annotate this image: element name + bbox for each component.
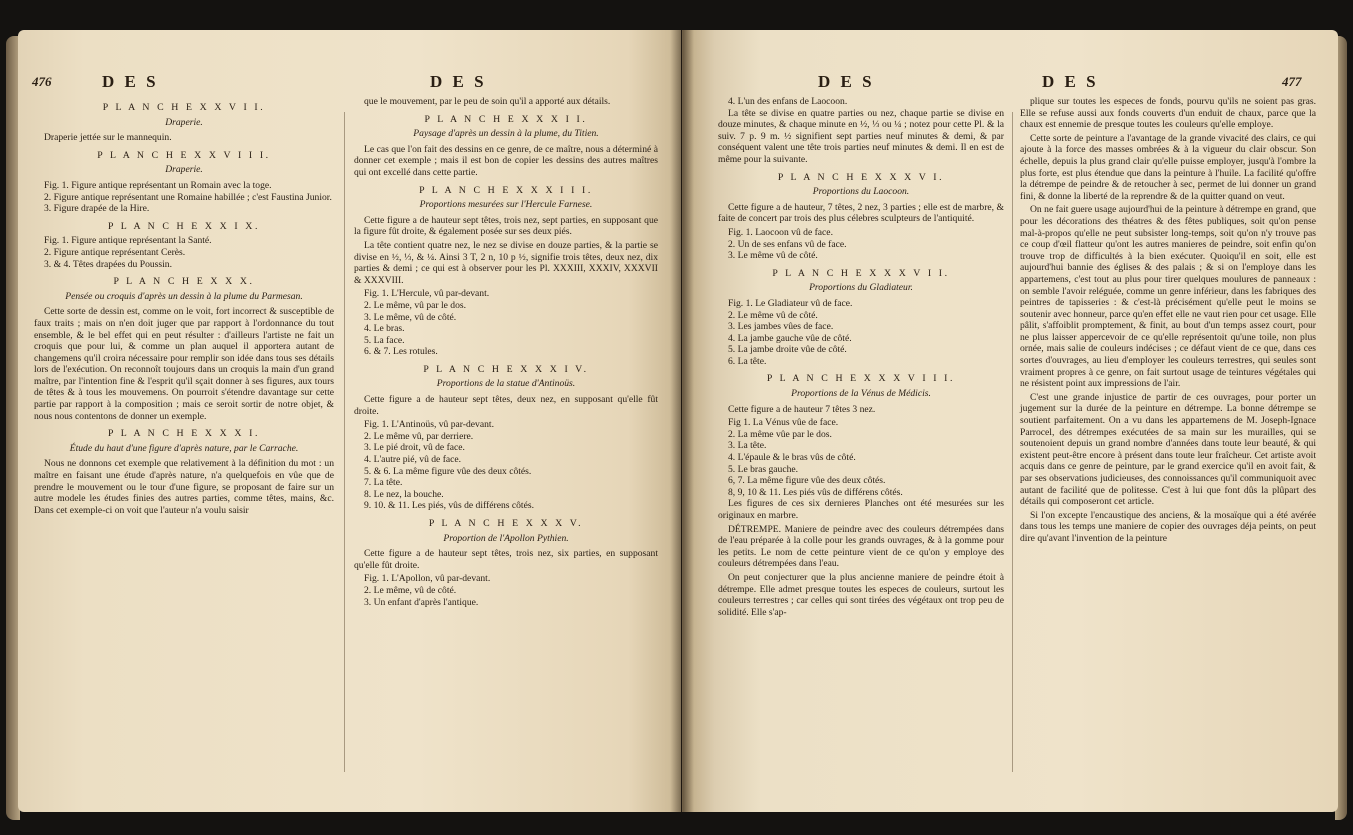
running-head: D E S [430, 72, 487, 91]
paragraph: Cette figure a de hauteur sept têtes, deux nez, en supposant qu'elle fût droite. [354, 394, 658, 417]
figure-entry: 8. Le nez, la bouche. [364, 488, 444, 500]
plate-subtitle: Draperie. [165, 164, 203, 176]
figure-entry: Fig. 1. L'Hercule, vû par-devant. [364, 288, 490, 300]
plate-subtitle: Pensée ou croquis d'après un dessin à la plume du Parmesan. [65, 290, 303, 302]
figure-entry: 7. La tête. [364, 477, 403, 489]
figure-entry: Fig. 1. Le Gladiateur vû de face. [728, 297, 853, 309]
figure-entry: 4. Le bras. [364, 323, 405, 335]
running-head: D E S [1042, 72, 1099, 91]
paragraph: que le mouvement, par le peu de soin qu'il a apporté aux détails. [364, 96, 611, 107]
figure-entry: Fig. 1. L'Antinoüs, vû par-devant. [364, 419, 494, 431]
plate-subtitle: Proportions mesurées sur l'Hercule Farnese. [419, 199, 593, 211]
plate-heading: P L A N C H E X X V I I I. [97, 149, 271, 161]
text-column [1020, 96, 1316, 547]
paragraph: C'est une grande injustice de partir de ces ouvrages, pour porter un jugement sur la durée de la peinture en détrempe. La bonne détrempe se soutient parfaitement. On a vu dans les appartemens de M. Joseph-Ignace Parrocel, des détrempes exécutées de sa main sur les murailles, qui se soutenoient depuis un grand nombre d'années dans toute leur beauté, & qui existent peut-être encore à présent dans toute leur fraîcheur. Cet artiste avoit acquis dans ce genre de peinture, par le grand exercice qu'il en avoit fait, & par ses observations judicieuses, des connoissances qu'il communiquoit avec autant de facilité que de politesse. C'est à lui que font dûs la plûpart des détails qui composeront cet article. [1020, 391, 1316, 508]
paragraph: Draperie jettée sur le mannequin. [44, 132, 172, 144]
figure-entry: 4. L'autre pié, vû de face. [364, 454, 462, 466]
plate-subtitle: Proportions du Gladiateur. [809, 282, 913, 294]
paragraph: plique sur toutes les especes de fonds, pourvu qu'ils ne soient pas gras. Elle se refuse aussi aux fonds couverts d'un enduit de chaux, parce que la chaux est ennemie de presque toutes les couleurs qu'elle employe. [1020, 96, 1316, 131]
plate-heading: P L A N C H E X X I X. [108, 220, 260, 232]
figure-entry: 4. L'épaule & le bras vûs de côté. [728, 452, 856, 464]
paragraph: Cette figure a de hauteur, 7 têtes, 2 nez, 3 parties ; elle est de marbre, & faite de concert par trois des plus célebres sculpteurs de l'antiquité. [718, 201, 1004, 225]
plate-subtitle: Paysage d'après un dessin à la plume, du Titien. [413, 128, 599, 140]
running-head: D E S [102, 72, 159, 91]
figure-entry: 2. Le même, vû par le dos. [364, 299, 467, 311]
text-column [718, 96, 1004, 620]
figure-entry: 2. La même vûe par le dos. [728, 428, 832, 440]
figure-entry: 3. & 4. Têtes drapées du Poussin. [44, 258, 172, 270]
plate-heading: P L A N C H E X X X I V. [423, 363, 589, 375]
plate-subtitle: Proportions de la statue d'Antinoüs. [436, 378, 576, 390]
paragraph: On ne fait guere usage aujourd'hui de la peinture à détrempe en grand, que pour les décorations des théatres & des fêtes publiques, soit qu'on pense mal-à-propos qu'elle ne peut subsister long-temps, soit qu'on n'y trouve pas ce coup d'œil flatteur qu'ont les autres manieres de peindre, soit enfin qu'on trouve trop de difficultés à la bien exécuter. Quoiqu'il en soit, elle est aujourd'hui bannie des églises & des palais ; & si on l'employe dans les appartemens, c'est tout au plus pour tirer quelques moulures de panneaux : on semble l'avoir reléguée, comme un genre inférieur, dans les fabriques des peintres de tapisseries : & c'est-là précisément qu'elle peut le moins se soutenir avec honneur, parce qu'en effet elle ne vaut rien pour cet usage. Elle pâlit, s'affoiblit promptement, & finit, au bout d'un temps assez court, pour ne plus laisser appercevoir de ce qu'elle représentoit qu'une toile, non plus ornée, mais salie de couleurs indécises ; ce défaut vient de ce que, dans ces sortes d'ouvrages, au lieu d'employer les couleurs terrestres, qui seules sont vraiment propres à ce genre, on fait surtout usage de teintures végétales qui ne résistent point aux impressions de l'air. [1020, 204, 1316, 390]
paragraph: Si l'on excepte l'encaustique des anciens, & la mosaïque qui a été avérée dans tous les temps une maniere de copier des ouvrages déja peints, on peut dire qu'avant l'invention de la peinture [1020, 509, 1316, 544]
running-head: D E S [818, 72, 875, 91]
book-gutter [670, 30, 694, 812]
paragraph: On peut conjecturer que la plus ancienne maniere de peindre étoit à détrempe. Elle admet presque toutes les especes de couleurs, surtout les couleurs terrestres ; car celles qui sont tirées des végétaux ont trop peu de solidité. Elle s'ap- [718, 571, 1004, 618]
figure-entry: 2. Figure antique représentant une Romaine habillée ; c'est Faustina Junior. [44, 191, 332, 203]
figure-entry: 4. L'un des enfans de Laocoon. [728, 96, 848, 107]
paragraph: La tête se divise en quatre parties ou nez, chaque partie se divise en douze minutes, & chaque minute en ½, ⅓ ou ¼ ; notez pour cette Pl. & la suiv. 7 p. 9 m. ½ signifient sept parties neuf minutes & demi, & par conséquent valent une tête trois parties neuf minutes & demi. Il en est de même pour la suivante. [718, 107, 1004, 165]
plate-subtitle: Étude du haut d'une figure d'après nature, par le Carrache. [69, 442, 299, 454]
paragraph: Cette sorte de peinture a l'avantage de la grande vivacité des clairs, ce qui ajoute à la force des masses ombrées & à la vigueur du clair obscur. Son échelle, depuis la plus grand clair qu'elle puisse employer, jusqu'à l'ombre la plus forte, est plus étendue que dans la peinture à l'huile. La facilité qu'offre la détrempe de peindre & de retoucher à sec, permet de lui donner un grand fini, & donne la liberté de la reprendre & de la quitter quand on veut. [1020, 132, 1316, 202]
plate-heading: P L A N C H E X X X. [113, 276, 255, 288]
text-column [34, 96, 334, 518]
plate-heading: P L A N C H E X X X V. [428, 518, 584, 529]
figure-entry: Fig. 1. Figure antique représentant un Romain avec la toge. [44, 179, 272, 191]
left-page [18, 30, 681, 812]
paragraph: Nous ne donnons cet exemple que relativement à la définition du mot : un maître en faisant une étude d'après nature, n'a quelquefois en vûe que de prendre le mouvement ou le tour d'une figure, se proposant de faire sur un autre modele les études finies des autres parties, comme têtes, mains, &c. Dans cet exemple-ci on voit que l'auteur n'a voulu saisir [34, 458, 334, 516]
plate-heading: P L A N C H E X X X V I. [777, 171, 945, 183]
plate-heading: P L A N C H E X X X I I I. [419, 184, 593, 196]
figure-entry: 3. La tête. [728, 440, 767, 452]
figure-entry: 6. La tête. [728, 355, 767, 367]
plate-heading: P L A N C H E X X X V I I. [772, 267, 950, 279]
plate-heading: P L A N C H E X X X I. [108, 428, 260, 440]
figure-entry: 5. Le bras gauche. [728, 463, 799, 475]
figure-entry: 6, 7. La même figure vûe des deux côtés. [728, 475, 886, 487]
paragraph: Cette figure a de hauteur sept têtes, trois nez, six parties, en supposant qu'elle fût droite. [354, 548, 658, 571]
figure-entry: Fig. 1. Laocoon vû de face. [728, 226, 833, 238]
figure-entry: Fig. 1. Figure antique représentant la Santé. [44, 235, 212, 247]
plate-subtitle: Proportions du Laocoon. [812, 186, 910, 198]
text-column [354, 96, 658, 608]
figure-entry: 3. Le même vû de côté. [728, 250, 818, 262]
paragraph: Cette figure a de hauteur sept têtes, trois nez, sept parties, en supposant que la figure fût droite, & également posée sur ses deux piés. [354, 214, 658, 238]
figure-entry: 4. La jambe gauche vûe de côté. [728, 332, 852, 344]
figure-entry: 3. Le même, vû de côté. [364, 311, 457, 323]
figure-entry: 8, 9, 10 & 11. Les piés vûs de différens côtés. [728, 486, 903, 498]
column-rule [344, 112, 345, 772]
plate-heading: P L A N C H E X X V I I. [102, 102, 266, 113]
column-rule [1012, 112, 1013, 772]
figure-entry: 3. Les jambes vûes de face. [728, 321, 834, 333]
figure-entry: 5. La jambe droite vûe de côté. [728, 344, 847, 356]
figure-entry: 5. & 6. La même figure vûe des deux côtés. [364, 465, 532, 477]
paragraph: Les figures de ces six dernieres Planches ont été mesurées sur les originaux en marbre. [718, 498, 1004, 521]
right-page [682, 30, 1338, 812]
paragraph: Le cas que l'on fait des dessins en ce genre, de ce maître, nous a déterminé à donner cet exemple ; mais il est bon de copier les dessins des autres maîtres qui ont excellé dans cette partie. [354, 143, 658, 178]
figure-entry: Fig. 1. L'Apollon, vû par-devant. [364, 573, 491, 585]
figure-entry: 3. Un enfant d'après l'antique. [364, 596, 479, 608]
figure-entry: Fig 1. La Vénus vûe de face. [728, 417, 839, 429]
paragraph: Cette figure a de hauteur 7 têtes 3 nez. [728, 403, 876, 415]
plate-subtitle: Proportions de la Vénus de Médicis. [791, 388, 931, 400]
paragraph: Cette sorte de dessin est, comme on le voit, fort incorrect & susceptible de faux traits ; mais on n'en doit juger que par rapport à l'ordonnance du tout ensemble, & le bel effet qui en peut résulter : d'ailleurs l'artiste ne fait un croquis que pour lui, & comme un plan auquel il apportera autant de changemens qu'il croira nécessaire pour remplir son idée dans tous ses détails lors de l'exécution. On reconnoît toujours dans un croquis la main d'un grand maître, par l'intention fine & l'esprit qu'il sçait donner à ses figures, aux tours de têtes & à tous les mouvemens. On pourroit s'étendre davantage sur cette partie par rapport à la composition ; mais ce seroit sortir de notre objet, & nous nous contentons de donner un exemple. [34, 306, 334, 422]
figure-entry: 2. Figure antique représentant Cerès. [44, 246, 186, 258]
plate-subtitle: Proportion de l'Apollon Pythien. [443, 532, 569, 544]
plate-subtitle: Draperie. [165, 116, 203, 128]
open-book [6, 8, 1347, 830]
paragraph: DÉTREMPE. Maniere de peindre avec des couleurs détrempées dans de l'eau préparée à la colle pour les grands ouvrages, & à la gomme pour les petits. Le nom de cette peinture vient de ce qu'on y employe des couleurs détrempées dans l'eau. [718, 523, 1004, 570]
figure-entry: 2. Le même vû de côté. [728, 309, 818, 321]
figure-entry: 5. La face. [364, 334, 405, 346]
figure-entry: 2. Le même, vû de côté. [364, 584, 457, 596]
page-number: 477 [1282, 74, 1302, 89]
figure-entry: 3. Figure drapée de la Hire. [44, 203, 150, 215]
figure-entry: 9. 10. & 11. Les piés, vûs de différens côtés. [364, 500, 534, 512]
figure-entry: 2. Le même vû, par derriere. [364, 430, 474, 442]
figure-entry: 2. Un de ses enfans vû de face. [728, 238, 847, 250]
paragraph: La tête contient quatre nez, le nez se divise en douze parties, & la partie se divise en ½, ⅓, & ¼. Ainsi 3 T, 2 n, 10 p ½, signifie trois têtes, deux nez, dix parties & demi ; ce qui est à observer pour les Pl. XXXIII, XXXIV, XXXVII & XXXVIII. [354, 239, 658, 286]
figure-entry: 6. & 7. Les rotules. [364, 346, 438, 358]
page-number: 476 [32, 74, 52, 89]
figure-entry: 3. Le pié droit, vû de face. [364, 442, 465, 454]
plate-heading: P L A N C H E X X X I I. [424, 113, 588, 125]
plate-heading: P L A N C H E X X X V I I I. [766, 373, 956, 385]
